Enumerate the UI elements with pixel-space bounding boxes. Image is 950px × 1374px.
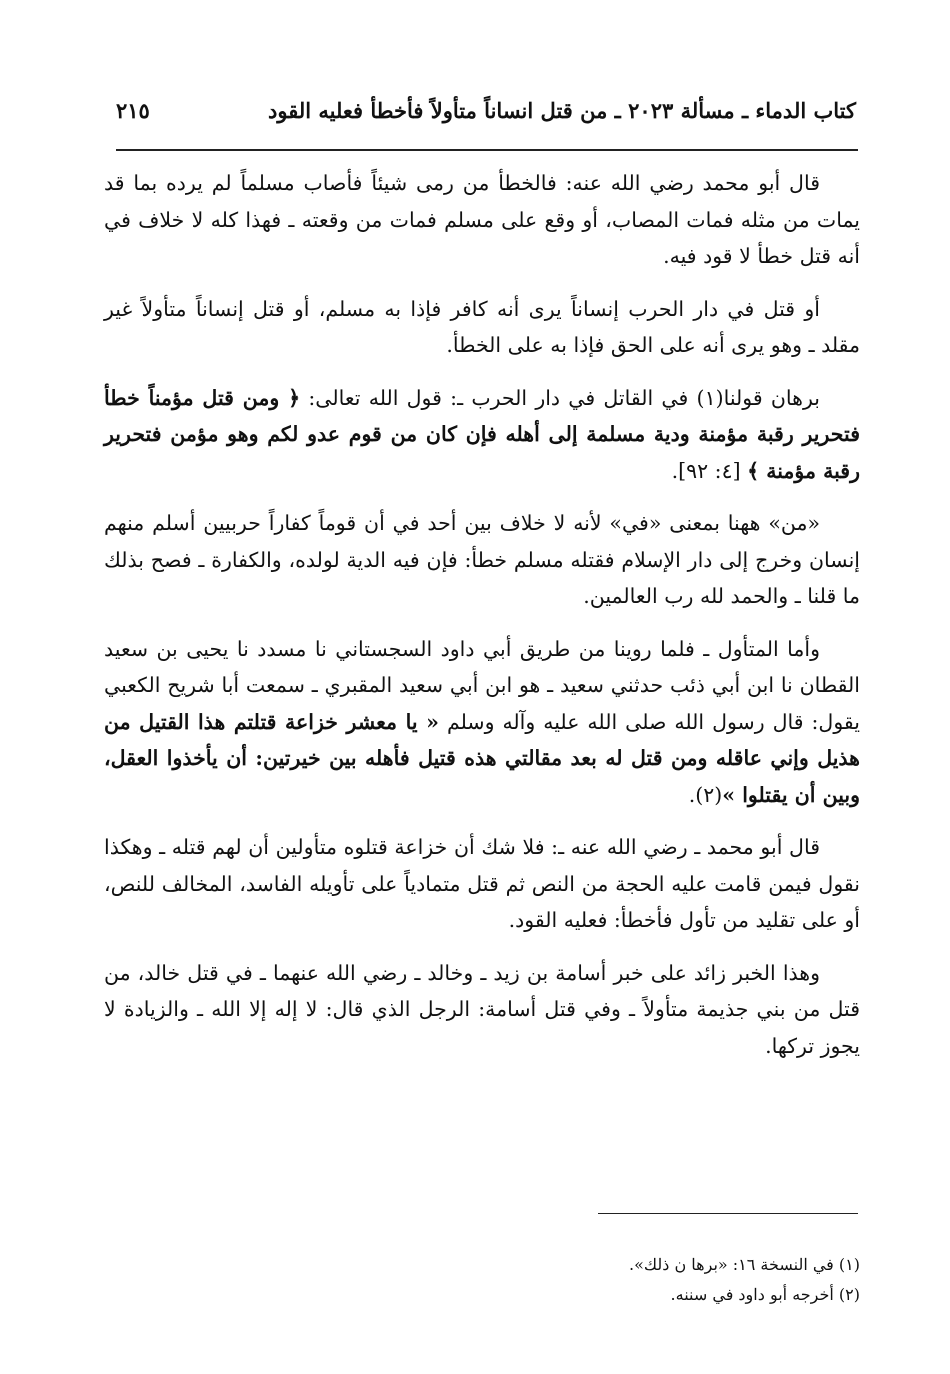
paragraph-text: قال أبو محمد رضي الله عنه: فالخطأ من رمى شيئاً فأصاب مسلماً لم يرده بما قد يمات من مثله فمات المصاب، أو وقع على مسلم فمات من وقعته ـ فهذا كله لا خلاف في أنه قتل خطأ لا قود فيه. [104, 171, 860, 268]
paragraph-text: قال أبو محمد ـ رضي الله عنه ـ: فلا شك أن خزاعة قتلوه متأولين أن لهم قتله ـ وهكذا نقول فيمن قامت عليه الحجة من النص ثم قتل متمادياً على تأويله الفاسد، المخالف للنص، أو على تقليد من تأول فأخطأ: فعليه القود. [104, 835, 860, 932]
hadith-quote: « يا معشر خزاعة قتلتم هذا القتيل من هذيل وإني عاقله ومن قتل له بعد مقالتي هذه قتيل فأهله بين خيرتين: أن يأخذوا العقل، وبين أن يقتلوا » [104, 709, 860, 807]
page-header [108, 98, 856, 138]
paragraph-text: وهذا الخبر زائد على خبر أسامة بن زيد ـ وخالد ـ رضي الله عنهما ـ في قتل خالد، من قتل من بني جذيمة متأولاً ـ وفي قتل أسامة: الرجل الذي قال: لا إله إلا الله ـ والزيادة لا يجوز تركها. [104, 960, 860, 1058]
paragraph-6 [104, 829, 860, 939]
paragraph-text: «من» ههنا بمعنى «في» لأنه لا خلاف بين أحد في أن قوماً كفاراً حربيين أسلم منهم إنسان وخرج إلى دار الإسلام فقتله مسلم خطأ: فإن فيه الدية لولده، والكفارة ـ فصح بذلك ما قلنا ـ والحمد لله رب العالمين. [104, 511, 860, 608]
paragraph-text: أو قتل في دار الحرب إنساناً يرى أنه كافر فإذا به مسلم، أو قتل إنساناً متأولاً غير مقلد ـ وهو يرى أنه على الحق فإذا به على الخطأ. [104, 296, 860, 357]
paragraph-3 [104, 380, 860, 490]
body-text [104, 165, 860, 1080]
paragraph-4 [104, 505, 860, 615]
paragraph-5 [104, 631, 860, 814]
paragraph-text: وأما المتأول ـ فلما روينا من طريق أبي داود السجستاني نا مسدد نا يحيى بن سعيد القطان نا ابن أبي ذئب حدثني سعيد ـ هو ابن أبي سعيد المقبري ـ سمعت أبا شريح الكعبي يقول: قال رسول الله صلى الله عليه وآله وسلم [104, 636, 860, 734]
paragraph-2 [104, 291, 860, 364]
quran-quote: ﴿ ومن قتل مؤمناً خطأ فتحرير رقبة مؤمنة ودية مسلمة إلى أهله فإن كان من قوم عدو لكم وهو مؤمن فتحرير رقبة مؤمنة ﴾ [104, 385, 860, 483]
paragraph-1 [104, 165, 860, 275]
page-number: ٢١٥ [116, 98, 150, 123]
verse-reference: [٤: ٩٢]. [671, 458, 748, 483]
footnote-rule [598, 1213, 858, 1214]
footnote-2: (٢) أخرجه أبو داود في سننه. [670, 1285, 860, 1304]
header-rule [116, 149, 858, 151]
footnote-1: (١) في النسخة ١٦: «برها ن ذلك». [629, 1255, 860, 1274]
running-head: كتاب الدماء ـ مسألة ٢٠٢٣ ـ من قتل انساناً متأولاً فأخطأ فعليه القود [268, 98, 856, 123]
footnotes [104, 1250, 860, 1310]
paragraph-text: برهان قولنا(١) في القاتل في دار الحرب ـ: قول الله تعالى: [300, 385, 821, 410]
footnote-marker: (٢). [688, 782, 723, 807]
paragraph-7 [104, 955, 860, 1065]
